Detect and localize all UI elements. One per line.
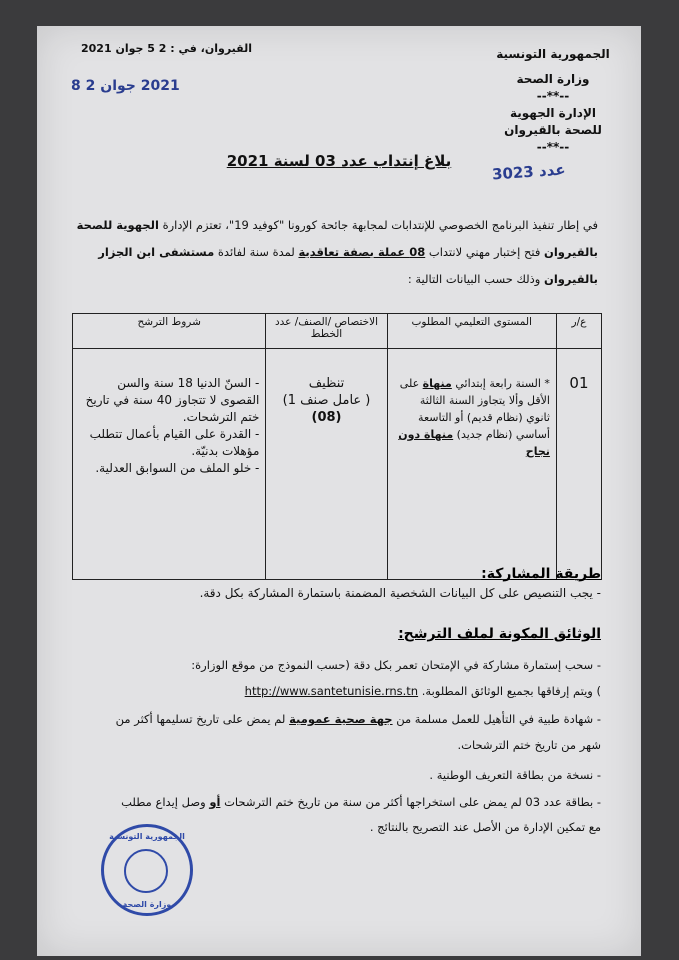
participation-text: - يجب التنصيص على كل البيانات الشخصية المضمنة باستمارة المشاركة بكل دقة. [199, 586, 601, 600]
doc-text: - بطاقة عدد 03 لم يمض على استخراجها أكثر من سنة من تاريخ ختم الترشحات [220, 795, 601, 809]
handwritten-date: 2021 جوان 2 8 [71, 78, 180, 94]
separator: --**-- [536, 89, 570, 103]
spec-count: (08) [311, 410, 342, 425]
table-row [73, 349, 602, 580]
doc-item-record [71, 793, 601, 811]
level-text: على الأقل وألا يتجاوز السنة الثالثة ثانوي (نظام قديم) أو التاسعة أساسي (نظام جديد) [399, 377, 550, 441]
separator: --**-- [536, 140, 570, 154]
doc-text: لم يمض على تاريخ تسليمها أكثر من [115, 712, 290, 726]
level-text: * السنة رابعة إبتدائي [451, 377, 550, 390]
intro-text: فتح إختبار مهني لانتداب [425, 245, 544, 259]
stamp-text-top: الجمهورية التونسية [109, 832, 185, 841]
condition-item: - السنّ الدنيا 18 سنة والسن القصوى لا تتجاوز 40 سنة في تاريخ ختم الترشحات. [85, 376, 260, 424]
condition-item: - القدرة على القيام بأعمال تتطلب مؤهلات بدنيّة. [89, 427, 260, 458]
spec-grade: ( عامل صنف 1) [282, 393, 371, 408]
header-spec: الاختصاص /الصنف/ عدد الخطط [266, 314, 387, 349]
intro-text: لمدة سنة لفائدة [214, 245, 299, 259]
page-title: بلاغ إنتداب عدد 03 لسنة 2021 [226, 152, 452, 170]
doc-text: - شهادة طبية في التأهيل للعمل مسلمة من [392, 712, 601, 726]
handwritten-number: عدد 3023 [491, 160, 567, 184]
intro-text: في إطار تنفيذ البرنامج الخصوصي للإنتدابات لمجابهة جائحة كورونا "كوفيد 19"، تعتزم الإدارة [162, 218, 598, 232]
doc-item-id-card: - نسخة من بطاقة التعريف الوطنية . [429, 768, 601, 782]
doc-text: ) ويتم إرفاقها بجميع الوثائق المطلوبة. [421, 684, 601, 698]
stamp-emblem-icon [124, 849, 168, 893]
table-header-row [73, 314, 602, 349]
doc-item-medical [71, 710, 601, 728]
header-num: ع/ر [556, 314, 601, 349]
doc-item-record-cont: مع تمكين الإدارة من الأصل عند التصريح بالنتائج . [369, 820, 601, 834]
ministry-label: وزارة الصحة [516, 72, 590, 86]
header-level: المستوى التعليمي المطلوب [387, 314, 556, 349]
spec-name: تنظيف [308, 376, 345, 391]
cell-conditions [73, 349, 266, 580]
cell-spec [266, 349, 387, 580]
document-page [37, 26, 641, 956]
doc-emph: أو [209, 795, 221, 809]
ministry-link[interactable]: http://www.santetunisie.rns.tn [244, 684, 419, 698]
cell-num: 01 [556, 349, 601, 580]
place-date: القيروان، في : 2 5 جوان 2021 [81, 42, 252, 55]
intro-paragraph [75, 212, 598, 293]
doc-item-medical-cont: شهر من تاريخ ختم الترشحات. [457, 738, 601, 752]
intro-hospital: مستشفى ابن الجزار بالقيروان [98, 245, 598, 286]
level-emph: منهاة [422, 377, 452, 390]
intro-region: الجهوية للصحة بالقيروان [76, 218, 598, 259]
republic-label: الجمهورية التونسية [496, 47, 610, 61]
participation-heading: طريقة المشاركة: [481, 566, 601, 582]
doc-emph: جهة صحية عمومية [289, 712, 393, 726]
doc-text: وصل إيداع مطلب [121, 795, 210, 809]
official-stamp [101, 824, 193, 916]
condition-item: - خلو الملف من السوابق العدلية. [95, 461, 260, 475]
intro-text: وذلك حسب البيانات التالية : [407, 272, 544, 286]
documents-heading: الوثائق المكونة لملف الترشح: [398, 626, 601, 642]
region-label: الإدارة الجهوية للصحة بالقيروان [504, 106, 602, 137]
intro-count: 08 عملة بصفة تعاقدية [298, 245, 426, 259]
doc-item-form: - سحب إستمارة مشاركة في الإمتحان تعمر بكل دقة (حسب النموذج من موقع الوزارة: [191, 658, 601, 672]
level-emph: منهاة دون نجاح [398, 428, 550, 458]
stamp-text-bottom: وزارة الصحة [122, 900, 172, 909]
header-conditions: شروط الترشح [73, 314, 266, 349]
requirements-table [72, 313, 602, 580]
cell-level [387, 349, 556, 580]
issuer-header [493, 46, 613, 156]
doc-item-form-cont [71, 682, 601, 700]
